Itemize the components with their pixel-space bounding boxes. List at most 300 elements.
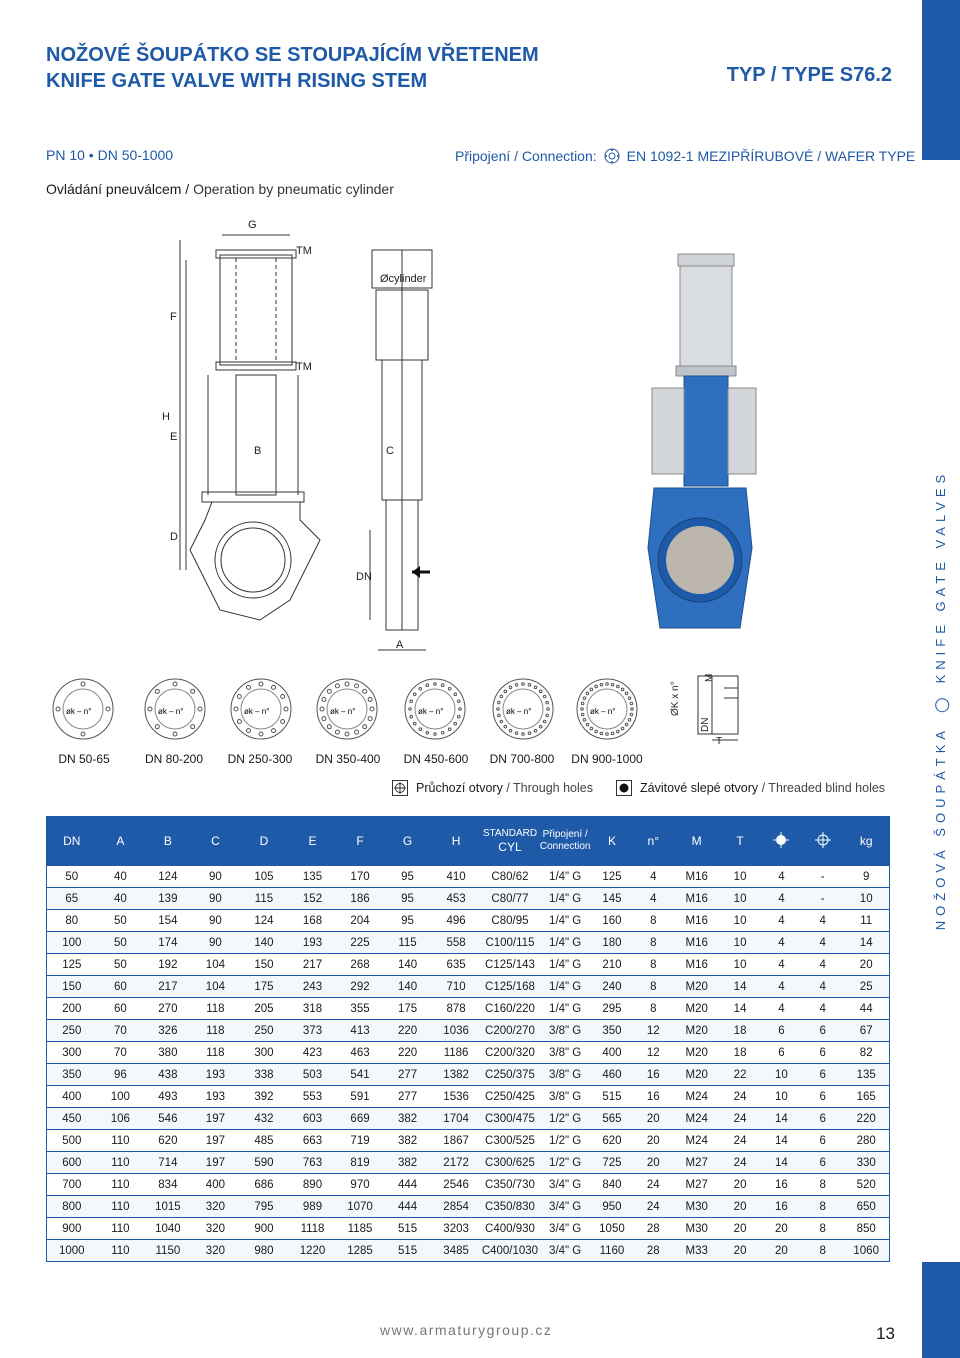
table-cell: 135 [289,866,337,888]
flange-pattern-1 [48,674,118,744]
title-cz: NOŽOVÉ ŠOUPÁTKO SE STOUPAJÍCÍM VŘETENEM [46,44,539,66]
table-cell: 400 [192,1174,240,1196]
table-cell: 220 [384,1020,432,1042]
bolt-hole [247,685,251,689]
table-cell: 541 [336,1064,384,1086]
table-cell: 4 [761,888,802,910]
legend-through-holes [392,780,593,796]
table-cell: 719 [336,1130,384,1152]
table-cell: 8 [802,1240,843,1262]
table-cell: 175 [239,976,289,998]
through-en: / Through holes [502,781,593,795]
flange-4-pcd: øk – n° [330,707,356,716]
sidebar-top-block [922,0,960,160]
table-row [47,866,890,888]
table-cell: 217 [144,976,192,998]
table-cell: 450 [47,1108,97,1130]
table-cell: 300 [47,1042,97,1064]
table-cell: 50 [97,932,145,954]
table-cell: 795 [239,1196,289,1218]
bolt-hole [410,715,413,718]
label-dn: DN [700,717,711,732]
bolt-hole [630,702,633,705]
bolt-hole [81,682,85,686]
table-cell: 205 [239,998,289,1020]
table-cell: 125 [47,954,97,976]
table-cell: 900 [239,1218,289,1240]
table-cell: 100 [47,932,97,954]
table-cell: 1/4" G [539,910,591,932]
table-cell: 118 [192,998,240,1020]
th-a: A [97,816,145,866]
table-cell: 277 [384,1064,432,1086]
table-cell: 10 [719,954,760,976]
table-cell: 20 [719,1196,760,1218]
table-cell: M33 [674,1240,719,1262]
th-through [802,816,843,866]
bolt-hole [322,697,326,701]
sidebar-text-en: KNIFE GATE VALVES [933,469,949,684]
bolt-hole [546,714,549,717]
table-cell: 110 [97,1174,145,1196]
table-cell: 16 [761,1174,802,1196]
bolt-hole [621,727,624,730]
flange-icon [603,147,621,165]
th-h: H [431,816,481,866]
table-cell: 110 [97,1152,145,1174]
table-cell: 1285 [336,1240,384,1262]
table-cell: 200 [47,998,97,1020]
table-cell: 8 [633,998,674,1020]
dimensions-table [46,816,890,1262]
sidebar-text-cz: NOŽOVÁ ŠOUPÁTKA [933,726,949,931]
table-cell: 24 [719,1130,760,1152]
th-e: E [289,816,337,866]
table-cell: 515 [591,1086,632,1108]
table-cell: 4 [761,910,802,932]
footer-url[interactable]: www.armaturygroup.cz [380,1322,553,1338]
bolt-hole [419,728,422,731]
table-cell: 20 [761,1240,802,1262]
label-m: M [704,673,715,682]
table-cell: 1/4" G [539,976,591,998]
table-cell: 1000 [47,1240,97,1262]
table-cell: 432 [239,1108,289,1130]
bolt-hole [606,733,609,736]
table-cell: 210 [591,954,632,976]
dim-h: H [162,411,170,423]
table-cell: 95 [384,866,432,888]
bolt-hole [539,690,542,693]
table-cell: 1185 [336,1218,384,1240]
table-cell: 90 [192,910,240,932]
page-title [46,42,539,94]
table-cell: 124 [239,910,289,932]
bolt-hole [155,725,159,729]
bolt-hole [409,708,412,711]
table-cell: 330 [843,1152,889,1174]
bolt-hole [534,729,537,732]
table-cell: C400/930 [481,1218,539,1240]
table-cell: 277 [384,1086,432,1108]
connection-label: Připojení / Connection: [455,148,597,164]
bolt-hole [448,728,451,731]
table-cell: 105 [239,866,289,888]
table-cell: 10 [719,932,760,954]
title-en: KNIFE GATE VALVE WITH RISING STEM [46,70,428,92]
bolt-hole [528,684,531,687]
bolt-hole [500,695,503,698]
table-cell: 243 [289,976,337,998]
bolt-hole [454,693,457,696]
table-cell: 710 [431,976,481,998]
table-cell: 250 [239,1020,289,1042]
table-cell: 110 [97,1240,145,1262]
table-cell: 18 [719,1042,760,1064]
table-cell: 24 [719,1152,760,1174]
table-cell: 1040 [144,1218,192,1240]
table-cell: C125/168 [481,976,539,998]
table-cell: 392 [239,1086,289,1108]
table-cell: 14 [761,1108,802,1130]
table-cell: 635 [431,954,481,976]
table-cell: 1050 [591,1218,632,1240]
table-cell: 3/4" G [539,1240,591,1262]
bolt-hole [528,732,531,735]
flange-pattern-5 [400,674,470,744]
bolt-hole [500,720,503,723]
bolt-hole [457,700,460,703]
table-cell: 204 [336,910,384,932]
dim-b: B [254,445,262,457]
label-ok: ØK x n° [670,681,681,716]
table-row [47,1152,890,1174]
bolt-hole [586,723,589,726]
bolt-hole [370,707,374,711]
bolt-hole [515,684,518,687]
flange-label-3: DN 250-300 [227,752,293,766]
bolt-hole [448,687,451,690]
table-cell: 620 [144,1130,192,1152]
bolt-hole [543,720,546,723]
threaded-cz: Závitové slepé otvory [640,781,759,795]
table-cell: 197 [192,1108,240,1130]
table-cell: 8 [633,976,674,998]
table-cell: 20 [761,1218,802,1240]
table-cell: 10 [719,888,760,910]
table-cell: 10 [761,1086,802,1108]
table-cell: 50 [97,910,145,932]
bolt-hole [363,725,367,729]
connection-info [455,147,915,165]
table-row [47,1064,890,1086]
table-cell: 320 [192,1218,240,1240]
table-cell: C300/525 [481,1130,539,1152]
bolt-hole [355,730,359,734]
bolt-hole [237,720,241,724]
table-cell: 970 [336,1174,384,1196]
table-cell: 4 [802,932,843,954]
bolt-hole [441,731,444,734]
type-label: TYP / TYPE S76.2 [726,64,892,86]
table-cell: M20 [674,1042,719,1064]
threaded-en: / Threaded blind holes [758,781,886,795]
flange-pattern-2 [140,674,210,744]
bolt-hole [363,689,367,693]
table-cell: 6 [802,1042,843,1064]
table-cell: 110 [97,1196,145,1218]
table-cell: 115 [239,888,289,910]
bolt-hole [56,707,60,711]
bolt-hole [504,725,507,728]
table-cell: 950 [591,1196,632,1218]
table-cell: 338 [239,1064,289,1086]
dim-cylinder: Øcylinder [380,273,427,285]
table-cell: M20 [674,998,719,1020]
table-cell: 270 [144,998,192,1020]
bolt-hole [547,708,550,711]
bolt-hole [327,689,331,693]
bolt-hole [586,692,589,695]
table-cell: 118 [192,1020,240,1042]
table-row [47,1240,890,1262]
table-row [47,998,890,1020]
bolt-hole [345,682,349,686]
table-cell: M27 [674,1174,719,1196]
bolt-hole [621,688,624,691]
table-cell: 104 [192,976,240,998]
table-cell: 1070 [336,1196,384,1218]
legend-threaded-holes [616,780,885,796]
table-cell: C400/1030 [481,1240,539,1262]
table-cell: 3/8" G [539,1020,591,1042]
table-row [47,888,890,910]
valve-product-photo [640,248,760,648]
table-cell: 250 [47,1020,97,1042]
table-cell: 1036 [431,1020,481,1042]
table-cell: C350/730 [481,1174,539,1196]
table-cell: 4 [761,932,802,954]
table-cell: 493 [144,1086,192,1108]
bolt-hole [148,707,152,711]
table-cell: 20 [633,1130,674,1152]
table-cell: 714 [144,1152,192,1174]
table-cell: 3/4" G [539,1174,591,1196]
table-cell: 850 [843,1218,889,1240]
bolt-hole [413,693,416,696]
dim-tm-mid: TM [296,361,312,373]
th-standard: STANDARD [482,828,538,839]
bolt-hole [106,707,110,711]
table-cell: 1186 [431,1042,481,1064]
table-cell: 20 [719,1240,760,1262]
table-cell: 3485 [431,1240,481,1262]
flange-3-pcd: øk – n° [244,707,270,716]
table-cell: 1704 [431,1108,481,1130]
table-cell: 3/4" G [539,1218,591,1240]
valve-technical-drawing [150,210,470,660]
brand-logo-icon [935,698,949,712]
table-cell: 180 [591,932,632,954]
dim-dn: DN [356,571,372,583]
bolt-hole [504,690,507,693]
bolt-hole [345,732,349,736]
table-cell: 20 [633,1108,674,1130]
table-cell: C250/375 [481,1064,539,1086]
bolt-hole [410,700,413,703]
page-number: 13 [876,1324,895,1343]
through-hole-icon [814,831,832,849]
table-cell: 1/4" G [539,888,591,910]
table-cell: 28 [633,1218,674,1240]
flange-5-pcd: øk – n° [418,707,444,716]
table-cell: 40 [97,888,145,910]
table-cell: 22 [719,1064,760,1086]
threaded-hole-icon [772,831,790,849]
table-cell: 989 [289,1196,337,1218]
table-cell: 520 [843,1174,889,1196]
table-cell: 90 [192,866,240,888]
table-cell: 82 [843,1042,889,1064]
table-cell: 4 [802,976,843,998]
bolt-hole [595,730,598,733]
table-cell: 220 [843,1108,889,1130]
th-connection-en: Connection [539,841,591,852]
table-cell: 4 [633,866,674,888]
table-cell: 24 [633,1196,674,1218]
table-cell: 240 [591,976,632,998]
table-cell: 326 [144,1020,192,1042]
table-cell: 24 [719,1086,760,1108]
table-cell: 70 [97,1042,145,1064]
table-cell: 355 [336,998,384,1020]
bolt-hole [281,695,285,699]
table-cell: 1150 [144,1240,192,1262]
table-cell: 150 [239,954,289,976]
bolt-hole [522,733,525,736]
table-cell: 165 [843,1086,889,1108]
table-cell: 725 [591,1152,632,1174]
table-cell: M24 [674,1130,719,1152]
table-cell: C300/475 [481,1108,539,1130]
table-cell: 20 [719,1174,760,1196]
table-cell: 1/4" G [539,954,591,976]
table-cell: 300 [239,1042,289,1064]
bolt-hole [173,682,177,686]
table-cell: M20 [674,976,719,998]
flange-pattern-6 [488,674,558,744]
table-cell: 834 [144,1174,192,1196]
table-cell: 50 [97,954,145,976]
table-cell: 280 [843,1130,889,1152]
table-cell: 14 [761,1130,802,1152]
bolt-hole [173,732,177,736]
bolt-hole [259,732,263,736]
bolt-hole [631,708,634,711]
table-cell: 124 [144,866,192,888]
bolt-hole [322,717,326,721]
table-cell: 4 [802,998,843,1020]
table-cell: 8 [802,1196,843,1218]
th-dn: DN [47,816,97,866]
bolt-hole [259,682,263,686]
table-cell: 192 [144,954,192,976]
bolt-hole [543,695,546,698]
bolt-hole [630,713,633,716]
table-cell: 2546 [431,1174,481,1196]
threaded-hole-section [668,668,748,748]
table-cell: 14 [843,932,889,954]
bolt-hole [419,687,422,690]
table-cell: 1/2" G [539,1152,591,1174]
table-cell: 106 [97,1108,145,1130]
flange-1-pcd: øk – n° [66,707,92,716]
sidebar-bottom-block [922,1262,960,1358]
table-cell: 800 [47,1196,97,1218]
table-cell: 10 [719,910,760,932]
table-cell: 150 [47,976,97,998]
table-cell: 444 [384,1174,432,1196]
bolt-hole [191,725,195,729]
table-cell: 410 [431,866,481,888]
th-kg: kg [843,816,889,866]
table-cell: C250/425 [481,1086,539,1108]
table-cell: - [802,866,843,888]
bolt-hole [600,683,603,686]
bolt-hole [581,708,584,711]
threaded-hole-icon [616,780,632,796]
table-cell: 197 [192,1130,240,1152]
table-cell: 10 [843,888,889,910]
th-f: F [336,816,384,866]
bolt-hole [413,722,416,725]
table-cell: 125 [591,866,632,888]
table-cell: 1536 [431,1086,481,1108]
table-cell: C80/77 [481,888,539,910]
th-c: C [192,816,240,866]
table-cell: 546 [144,1108,192,1130]
table-cell: 4 [633,888,674,910]
table-cell: 485 [239,1130,289,1152]
table-cell: 50 [47,866,97,888]
bolt-hole [498,714,501,717]
table-cell: 1015 [144,1196,192,1218]
table-cell: 1/4" G [539,932,591,954]
table-cell: 496 [431,910,481,932]
bolt-hole [515,732,518,735]
table-cell: 600 [47,1152,97,1174]
table-cell: 663 [289,1130,337,1152]
table-cell: 650 [843,1196,889,1218]
table-cell: 8 [802,1218,843,1240]
table-cell: 4 [761,976,802,998]
table-cell: 1/4" G [539,998,591,1020]
bolt-hole [539,725,542,728]
bolt-hole [247,729,251,733]
table-header-row [47,816,890,866]
dim-e: E [170,431,178,443]
table-cell: 16 [633,1064,674,1086]
table-cell: 603 [289,1108,337,1130]
table-cell: 135 [843,1064,889,1086]
bolt-hole [583,719,586,722]
table-cell: 6 [761,1020,802,1042]
table-cell: C80/95 [481,910,539,932]
table-cell: 24 [719,1108,760,1130]
table-cell: 700 [47,1174,97,1196]
table-cell: 3203 [431,1218,481,1240]
bolt-hole [355,684,359,688]
